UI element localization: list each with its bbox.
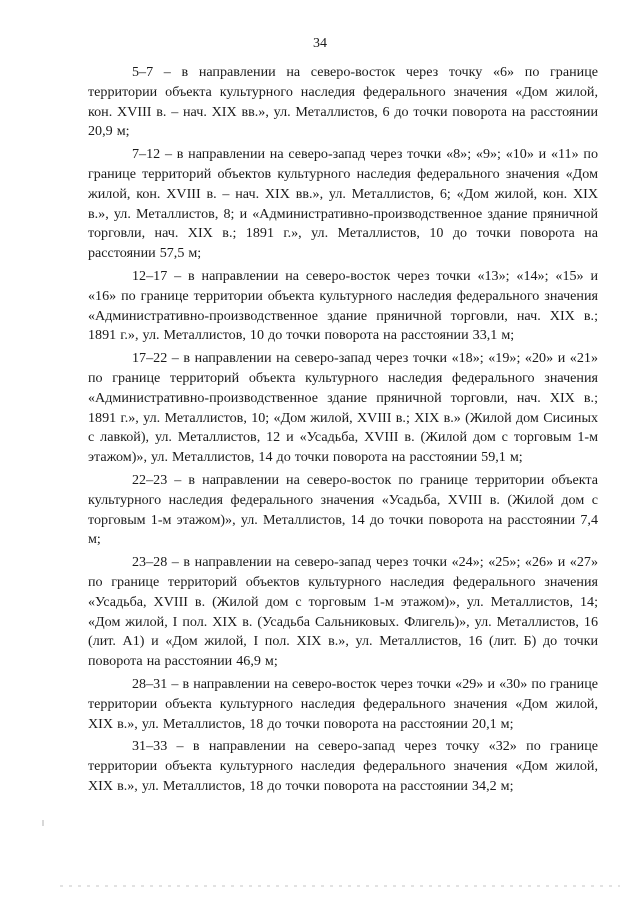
paragraph-segment-12-17: 12–17 – в направлении на северо-восток через точки «13»; «14»; «15» и «16» по границе территории объекта культурного наследия федерального значения «Административно-производственное здание пряничной торговли, нач. XIX в.; 1891 г.», ул. Металлистов, 10 до точки поворота на расстоянии 33,1 м; [88,267,598,344]
paragraph-segment-31-33: 31–33 – в направлении на северо-запад через точку «32» по границе территории объекта культурного наследия федерального значения «Дом жилой, XIX в.», ул. Металлистов, 18 до точки поворота на расстоянии 34,2 м; [88,738,598,794]
scan-noise-strip [60,885,620,887]
paragraph-segment-28-31: 28–31 – в направлении на северо-восток через точки «29» и «30» по границе территории объекта культурного наследия федерального значения «Дом жилой, XIX в.», ул. Металлистов, 18 до точки поворота на расстоянии 20,1 м; [88,675,598,732]
paragraph-segment-5-7: 5–7 – в направлении на северо-восток через точку «6» по границе территории объекта культурного наследия федерального значения «Дом жилой, кон. XVIII в. – нач. XIX вв.», ул. Металлистов, 6 до точки поворота на расстоянии 20,9 м; [88,64,598,140]
paragraph-segment-7-12: 7–12 – в направлении на северо-запад через точки «8»; «9»; «10» и «11» по границе территорий объектов культурного наследия федерального значения «Дом жилой, кон. XVIII в. – нач. XIX вв.», ул. Металлистов, 6; «Дом жилой, кон. XIX в.», ул. Металлистов, 8; и «Административно-производственное здание пряничной торговли, нач. XIX в.; 1891 г.», ул. Металлистов, 10 до точки поворота на расстоянии 57,5 м; [88,146,598,262]
paragraph-segment-17-22: 17–22 – в направлении на северо-запад через точки «18»; «19»; «20» и «21» по границе территорий объекта культурного наследия федерального значения «Административно-производственное здание пряничной торговли, нач. XIX в.; 1891 г.», ул. Металлистов, 10; «Дом жилой, XVIII в.; XIX в.» (Жилой дом Сисиных с лавкой), ул. Металлистов, 12 и «Усадьба, XVIII в. (Жилой дом с торговым 1-м этажом)», ул. Металлистов, 14 до точки поворота на расстоянии 59,1 м; [88,350,598,466]
scan-artifact [42,820,44,826]
page-number: 34 [313,36,327,51]
paragraph-segment-23-28: 23–28 – в направлении на северо-запад через точки «24»; «25»; «26» и «27» по границе территорий объектов культурного наследия федерального значения «Усадьба, XVIII в. (Жилой дом с торговым 1-м этажом)», ул. Металлистов, 14; «Дом жилой, I пол. XIX в. (Усадьба Сальниковых. Флигель)», ул. Металлистов, 16 (лит. А1) и «Дом жилой, I пол. XIX в.», ул. Металлистов, 16 (лит. Б) до точки поворота на расстоянии 46,9 м; [88,554,598,670]
paragraph-segment-22-23: 22–23 – в направлении на северо-восток по границе территории объекта культурного наследия федерального значения «Усадьба, XVIII в. (Жилой дом с торговым 1-м этажом)», ул. Металлистов, 14 до точки поворота на расстоянии 7,4 м; [88,471,598,548]
document-body [88,63,598,797]
